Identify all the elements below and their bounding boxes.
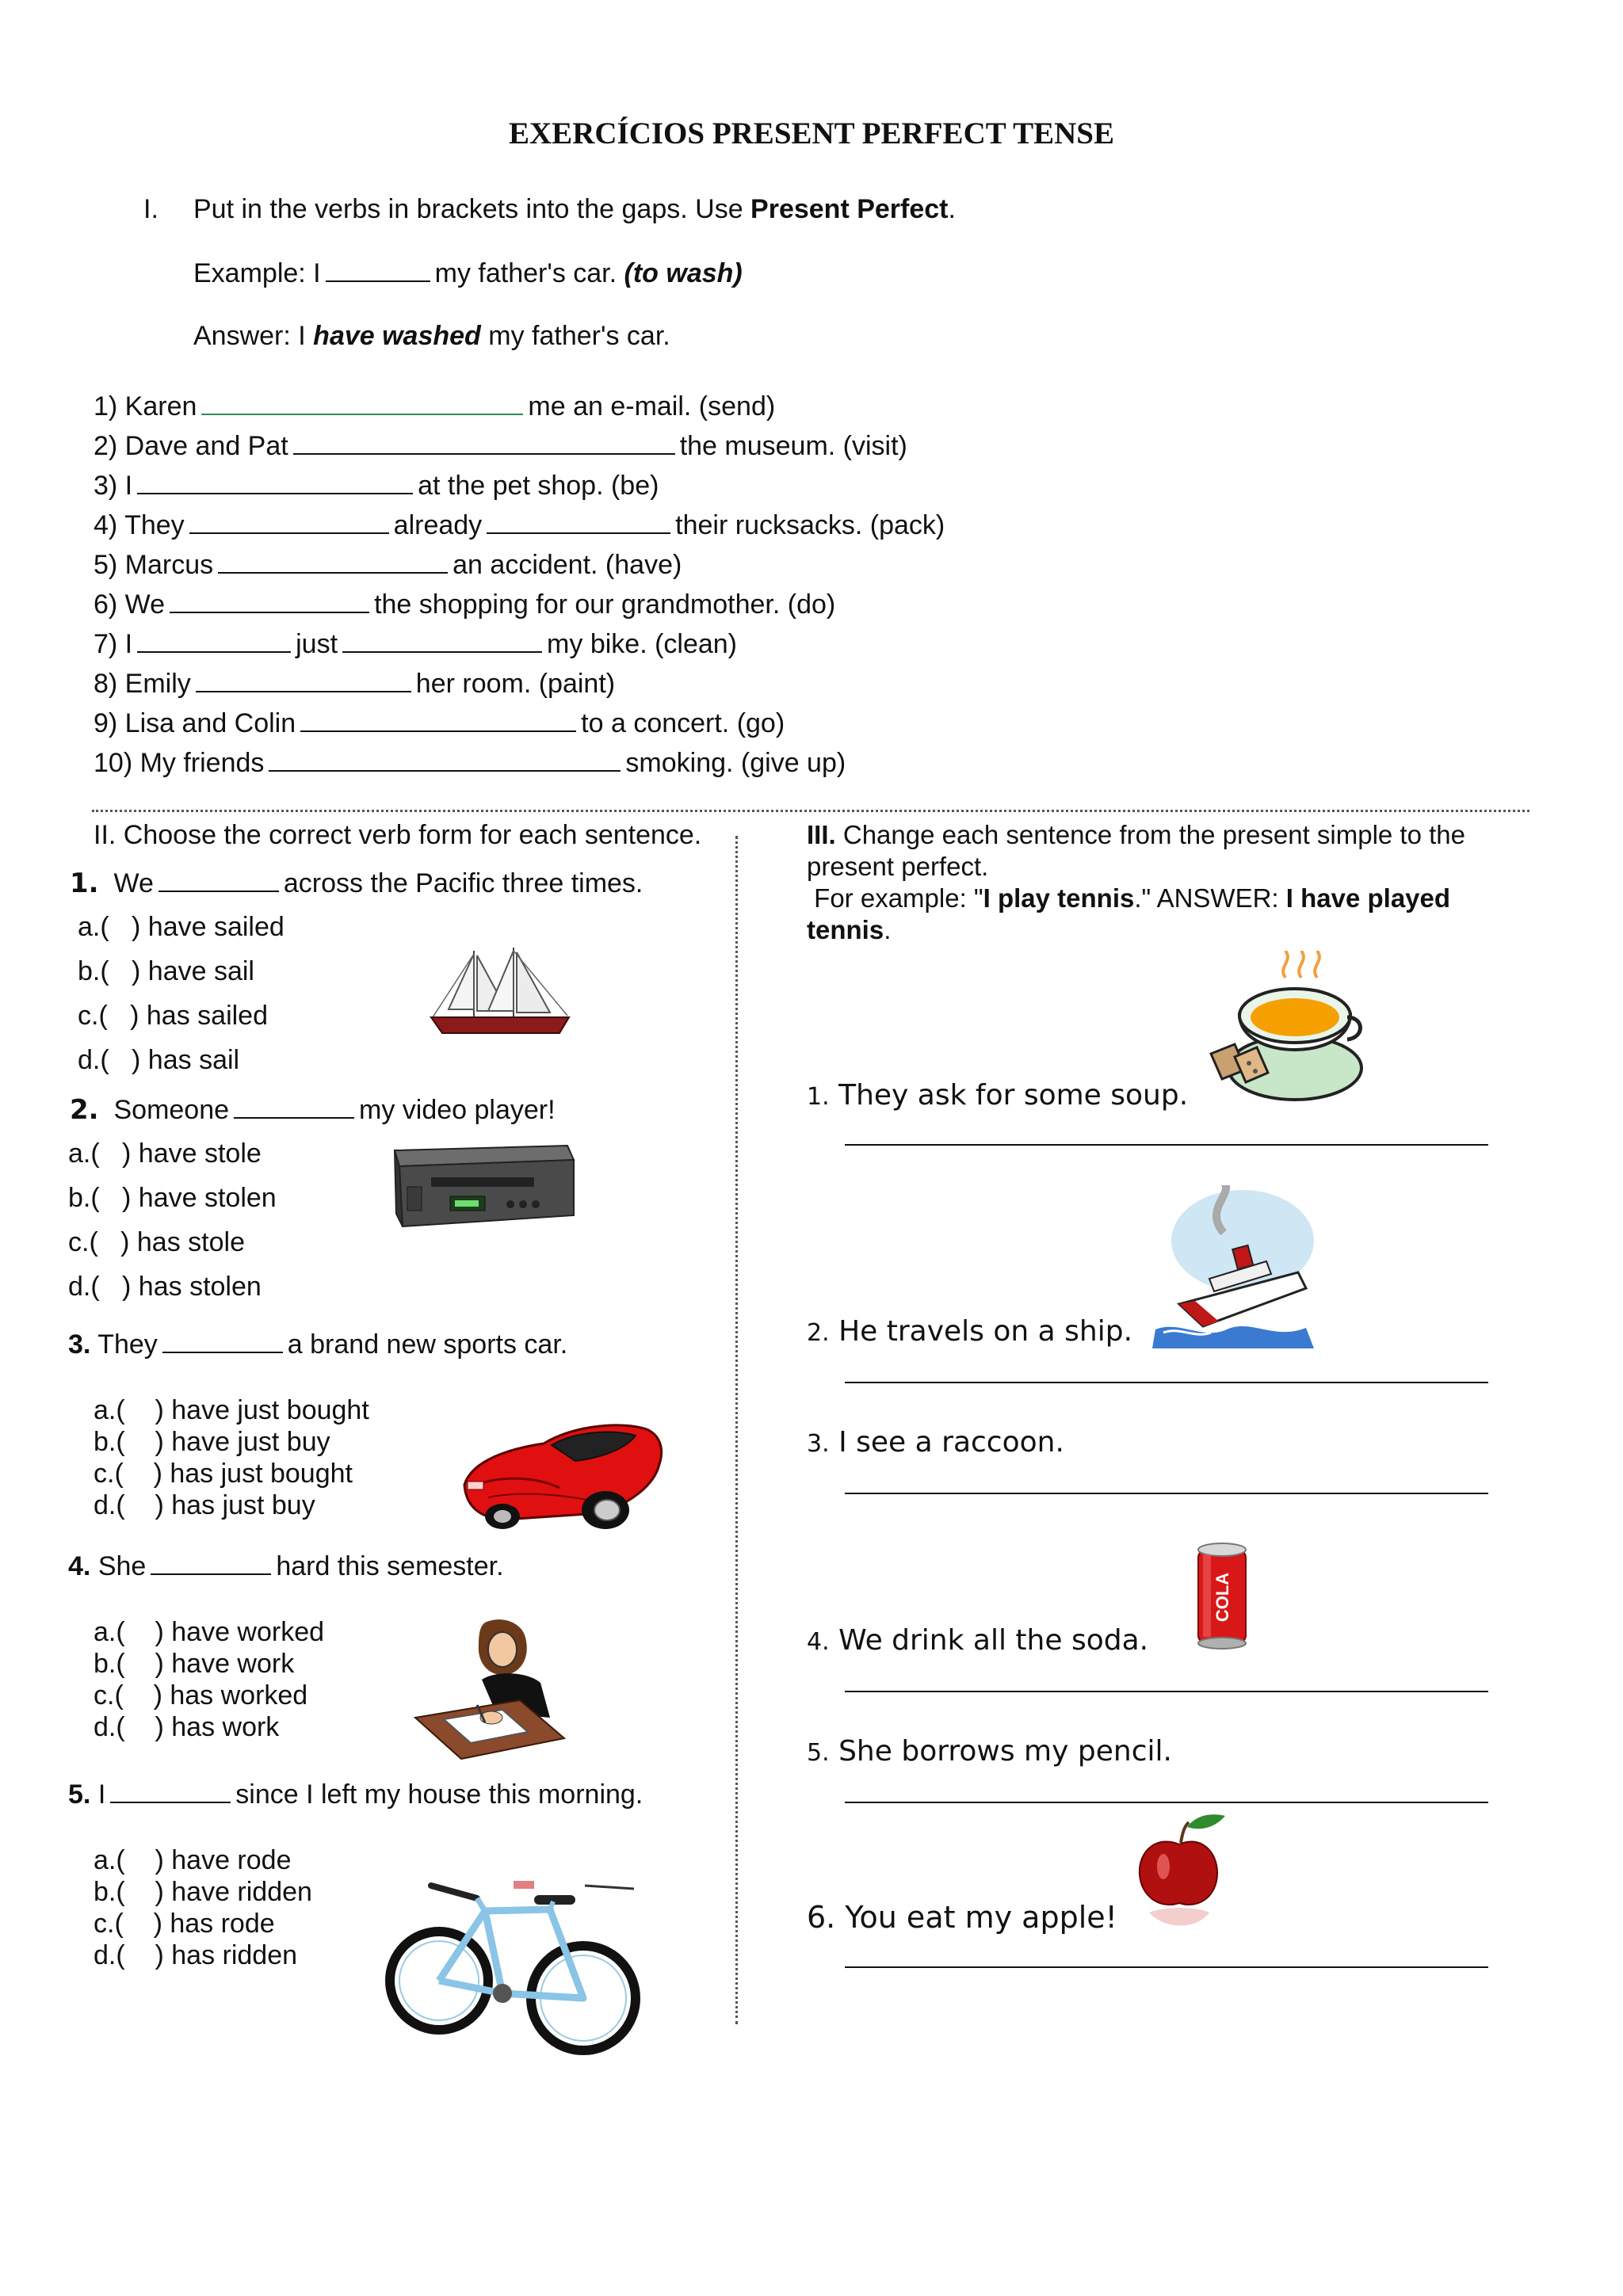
option-letter: b.( [94, 1877, 125, 1907]
option-4d[interactable] [94, 1711, 279, 1743]
option-letter: b.( [94, 1427, 125, 1457]
example-bold: I play tennis [983, 883, 1135, 913]
option-text: ) has ridden [155, 1940, 298, 1970]
item-text: smoking. (give up) [625, 748, 846, 778]
cruise-ship-icon [1148, 1185, 1320, 1352]
transform-item-6 [807, 1900, 1117, 1935]
answer-text-end: my father's car. [488, 321, 670, 351]
answer-bold: have washed [313, 321, 481, 351]
item-label: 4) They [94, 510, 185, 540]
question-1 [70, 867, 643, 899]
answer-blank[interactable] [201, 390, 523, 415]
question-text: since I left my house this morning. [235, 1779, 643, 1810]
item-mid: already [393, 510, 483, 540]
section1-example [193, 257, 743, 289]
section1-numeral: I. [143, 194, 158, 224]
item-text: You eat my apple! [845, 1900, 1117, 1935]
item-text: at the pet shop. (be) [418, 471, 659, 501]
example-hint: (to wash) [624, 258, 743, 288]
item-text: He travels on a ship. [838, 1315, 1133, 1348]
exercise-item-5 [94, 548, 682, 581]
option-3d[interactable] [94, 1489, 315, 1521]
option-1d[interactable] [78, 1044, 239, 1076]
answer-line-5[interactable] [845, 1802, 1488, 1803]
example-blank[interactable] [326, 257, 430, 282]
question-text: a brand new sports car. [287, 1329, 568, 1360]
section1-instruction [193, 193, 956, 225]
option-4a[interactable] [94, 1616, 324, 1648]
question-text: She [97, 1551, 147, 1581]
option-text: ) has stole [120, 1227, 245, 1257]
item-text: an accident. (have) [453, 550, 682, 580]
sailing-ship-icon [425, 944, 575, 1038]
option-letter: a.( [68, 1138, 100, 1169]
answer-blank[interactable] [137, 469, 413, 494]
question-text: Someone [113, 1095, 230, 1125]
option-2a[interactable] [68, 1138, 262, 1169]
question-number: 5. [68, 1779, 91, 1810]
item-mid: just [296, 629, 338, 659]
option-text: ) have stole [122, 1138, 262, 1169]
exercise-item-9 [94, 707, 785, 739]
transform-item-4 [807, 1624, 1148, 1657]
item-label: 6) We [94, 589, 166, 620]
option-3b[interactable] [94, 1426, 330, 1458]
answer-text: Answer: I [193, 321, 306, 351]
option-letter: d.( [94, 1490, 125, 1520]
section1-answer [193, 320, 670, 352]
option-text: ) have rode [155, 1845, 292, 1875]
exercise-item-10 [94, 746, 846, 779]
answer-blank[interactable] [487, 509, 670, 534]
transform-item-2 [807, 1315, 1132, 1348]
item-text: They ask for some soup. [838, 1079, 1189, 1112]
answer-blank[interactable] [300, 707, 576, 732]
section3-heading [807, 819, 1536, 883]
answer-blank[interactable] [293, 429, 675, 455]
item-text: the museum. (visit) [679, 431, 907, 461]
option-3c[interactable] [94, 1458, 353, 1489]
answer-line-2[interactable] [845, 1382, 1488, 1383]
video-player-icon [384, 1138, 579, 1230]
option-letter: b.( [68, 1183, 100, 1213]
answer-blank[interactable] [189, 509, 389, 534]
exercise-item-4 [94, 509, 945, 541]
option-letter: b.( [94, 1649, 125, 1679]
option-letter: d.( [78, 1045, 109, 1075]
instruction-text: Put in the verbs in brackets into the gaps. Use [193, 194, 751, 224]
item-label: 3) I [94, 471, 133, 501]
item-text: the shopping for our grandmother. (do) [374, 589, 836, 620]
example-text: Example: I [193, 258, 321, 288]
exercise-item-1 [94, 390, 775, 422]
item-number: 4. [807, 1628, 830, 1656]
option-text: ) have sail [132, 956, 254, 986]
exercise-item-3 [94, 469, 659, 502]
exercise-item-8 [94, 667, 615, 700]
option-5b[interactable] [94, 1876, 312, 1908]
apple-icon [1133, 1811, 1236, 1938]
item-text: my bike. (clean) [547, 629, 738, 659]
option-5c[interactable] [94, 1908, 275, 1939]
option-text: ) has sailed [130, 1001, 268, 1031]
answer-line-6[interactable] [845, 1966, 1488, 1968]
example-text-mid: my father's car. [434, 258, 617, 288]
item-number: 2. [807, 1319, 830, 1347]
option-text: ) has just buy [155, 1490, 315, 1520]
question-text: hard this semester. [276, 1551, 504, 1581]
item-number: 5. [807, 1739, 830, 1767]
question-blank[interactable] [151, 1550, 271, 1575]
option-letter: c.( [78, 1001, 108, 1031]
item-label: 5) Marcus [94, 550, 214, 580]
can-label: COLA [1212, 1572, 1232, 1623]
option-5d[interactable] [94, 1939, 297, 1971]
answer-blank[interactable] [269, 746, 621, 772]
section3-example [807, 883, 1536, 946]
question-number: 4. [68, 1551, 91, 1581]
item-text: We drink all the soda. [838, 1624, 1149, 1657]
option-text: ) has stolen [122, 1272, 262, 1302]
option-letter: d.( [68, 1272, 100, 1302]
section3-numeral: III. [807, 820, 836, 849]
question-blank[interactable] [162, 1328, 283, 1353]
option-text: ) have just buy [155, 1427, 330, 1457]
question-2 [70, 1093, 556, 1126]
option-letter: c.( [94, 1459, 124, 1489]
option-letter: d.( [94, 1940, 125, 1970]
answer-line-3[interactable] [845, 1493, 1488, 1494]
option-text: ) have work [155, 1649, 295, 1679]
item-text: to a concert. (go) [581, 708, 785, 738]
option-1b[interactable] [78, 955, 254, 987]
sports-car-icon [456, 1409, 667, 1539]
option-4c[interactable] [94, 1680, 307, 1711]
option-1c[interactable] [78, 1000, 268, 1032]
option-letter: b.( [78, 956, 109, 986]
option-text: ) have stolen [122, 1183, 277, 1213]
option-letter: c.( [68, 1227, 98, 1257]
soda-can-icon [1193, 1542, 1251, 1650]
item-text: me an e-mail. (send) [528, 391, 776, 421]
option-text: ) has sail [132, 1045, 240, 1075]
item-text: their rucksacks. (pack) [675, 510, 945, 540]
option-text: ) have worked [155, 1617, 325, 1647]
student-writing-icon [409, 1611, 567, 1762]
item-label: 8) Emily [94, 669, 191, 699]
section-divider [92, 810, 1529, 812]
soup-bowl-icon [1208, 951, 1366, 1109]
item-number: 3. [807, 1430, 830, 1458]
item-label: 2) Dave and Pat [94, 431, 288, 461]
option-5a[interactable] [94, 1844, 291, 1876]
option-letter: a.( [78, 912, 109, 942]
item-number: 6. [807, 1900, 836, 1935]
item-text: her room. (paint) [415, 669, 616, 699]
option-2b[interactable] [68, 1182, 277, 1214]
option-letter: a.( [94, 1617, 125, 1647]
option-letter: c.( [94, 1909, 124, 1939]
answer-line-4[interactable] [845, 1691, 1488, 1692]
exercise-item-6 [94, 588, 835, 620]
question-text: I [97, 1779, 106, 1810]
option-text: ) has work [155, 1712, 280, 1742]
item-text: I see a raccoon. [838, 1426, 1064, 1459]
page-title: EXERCÍCIOS PRESENT PERFECT TENSE [509, 116, 1114, 151]
question-number: 1. [70, 868, 99, 899]
option-text: ) have just bought [155, 1395, 369, 1425]
question-text: We [113, 868, 154, 898]
question-blank[interactable] [110, 1778, 231, 1803]
question-blank[interactable] [158, 867, 279, 892]
question-text: They [97, 1329, 158, 1360]
option-text: ) have ridden [155, 1877, 312, 1907]
option-letter: a.( [94, 1845, 125, 1875]
option-letter: c.( [94, 1680, 124, 1711]
option-2d[interactable] [68, 1271, 262, 1302]
exercise-item-2 [94, 429, 907, 462]
option-4b[interactable] [94, 1648, 294, 1680]
answer-blank[interactable] [137, 627, 291, 653]
option-text: ) have sailed [132, 912, 285, 942]
example-text: For example: " [814, 883, 983, 913]
option-letter: d.( [94, 1712, 125, 1742]
instruction-end: . [948, 194, 956, 224]
question-4 [68, 1550, 504, 1582]
option-1a[interactable] [78, 911, 285, 943]
instruction-bold: Present Perfect [750, 194, 949, 224]
option-letter: a.( [94, 1395, 125, 1425]
answer-line-1[interactable] [845, 1144, 1488, 1146]
transform-item-1 [807, 1079, 1188, 1112]
question-blank[interactable] [234, 1093, 354, 1119]
item-number: 1. [807, 1083, 830, 1111]
question-number: 2. [70, 1094, 99, 1126]
item-label: 1) Karen [94, 391, 197, 421]
exercise-item-7 [94, 627, 737, 660]
option-text: ) has worked [153, 1680, 308, 1711]
option-text: ) has just bought [153, 1459, 353, 1489]
question-text: my video player! [359, 1095, 556, 1125]
item-text: She borrows my pencil. [838, 1735, 1172, 1768]
transform-item-5 [807, 1735, 1172, 1768]
option-3a[interactable] [94, 1394, 369, 1426]
item-label: 9) Lisa and Colin [94, 708, 296, 738]
transform-item-3 [807, 1426, 1064, 1459]
question-3 [68, 1328, 567, 1360]
question-text: across the Pacific three times. [283, 868, 643, 898]
example-answer: I have played tennis [807, 883, 1451, 944]
question-number: 3. [68, 1329, 91, 1360]
bicycle-icon [384, 1854, 640, 2057]
example-text-mid: ." ANSWER: [1134, 883, 1286, 913]
option-2c[interactable] [68, 1226, 245, 1258]
answer-blank[interactable] [342, 627, 542, 653]
section3-instruction: Change each sentence from the present simple to the present perfect. [807, 820, 1465, 881]
example-text-end: . [884, 915, 892, 944]
item-label: 7) I [94, 629, 133, 659]
question-5 [68, 1778, 643, 1810]
answer-blank[interactable] [170, 588, 369, 613]
option-text: ) has rode [153, 1909, 275, 1939]
answer-blank[interactable] [218, 548, 448, 574]
item-label: 10) My friends [94, 748, 265, 778]
section2-heading: II. Choose the correct verb form for each sentence. [94, 820, 702, 850]
column-divider [735, 836, 738, 2024]
answer-blank[interactable] [196, 667, 411, 692]
